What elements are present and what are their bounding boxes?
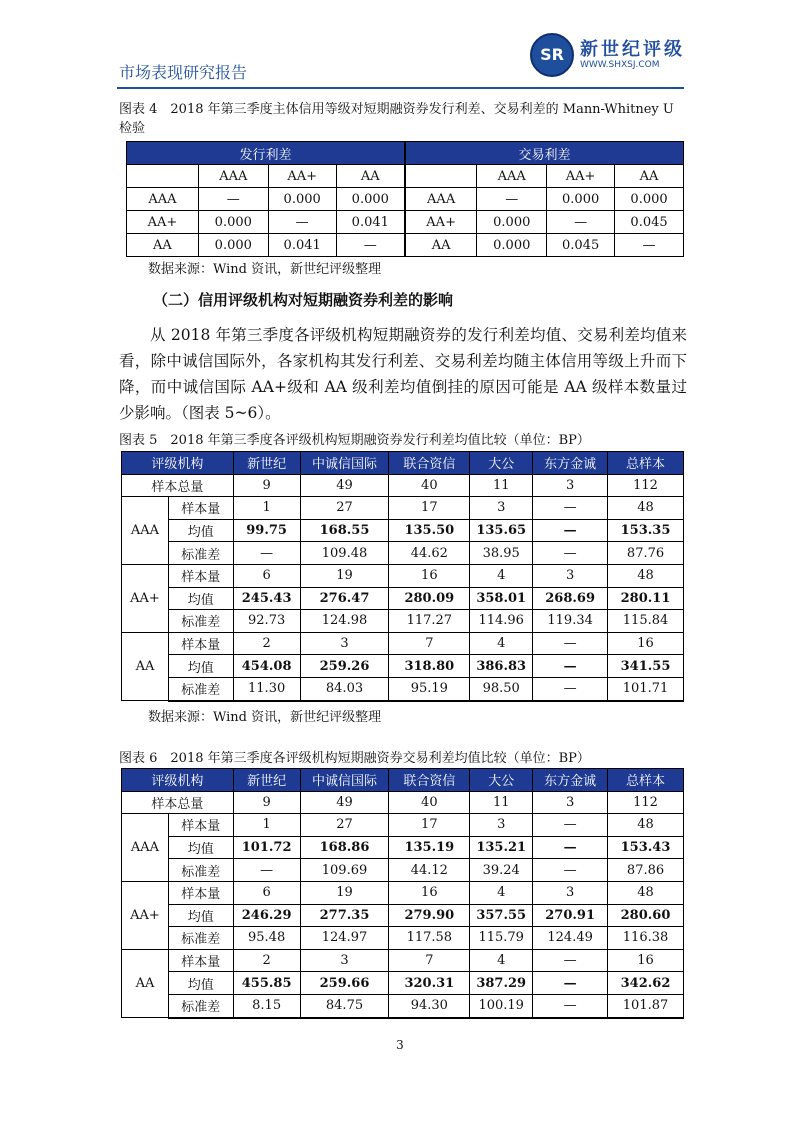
cell: 115.79 bbox=[470, 927, 533, 950]
cell: 4 bbox=[470, 949, 533, 972]
figure-6-caption: 图表 6 2018 年第三季度各评级机构短期融资券交易利差均值比较（单位：BP） bbox=[119, 751, 590, 766]
table-row bbox=[127, 188, 684, 211]
cell: — bbox=[533, 542, 608, 565]
metric-label: 标准差 bbox=[168, 994, 233, 1017]
cell: 9 bbox=[233, 791, 300, 814]
table-row bbox=[127, 234, 684, 257]
grade-label: AAA bbox=[122, 497, 169, 565]
metric-label: 样本量 bbox=[168, 632, 233, 655]
cell: 94.30 bbox=[389, 994, 470, 1017]
cell: 16 bbox=[389, 564, 470, 587]
col-header: 评级机构 bbox=[122, 769, 234, 792]
cell: — bbox=[533, 677, 608, 700]
metric-label: 标准差 bbox=[168, 927, 233, 950]
col-header: 东方金诚 bbox=[533, 769, 608, 792]
cell: 95.48 bbox=[233, 927, 300, 950]
logo-emblem bbox=[530, 33, 574, 77]
metric-label: 样本量 bbox=[168, 814, 233, 837]
cell: 268.69 bbox=[533, 587, 608, 610]
cell: — bbox=[233, 542, 300, 565]
table-row bbox=[122, 814, 684, 837]
cell: 100.19 bbox=[470, 994, 533, 1017]
metric-label: 标准差 bbox=[168, 610, 233, 633]
col-header: 大公 bbox=[470, 769, 533, 792]
page-number: 3 bbox=[396, 1038, 404, 1052]
cell: 320.31 bbox=[389, 972, 470, 995]
row-label: AA bbox=[127, 234, 199, 257]
figure-5-table bbox=[121, 451, 684, 702]
section-heading: （二）信用评级机构对短期融资券利差的影响 bbox=[153, 291, 454, 309]
cell: 1 bbox=[233, 497, 300, 520]
cell: — bbox=[533, 519, 608, 542]
cell: 135.21 bbox=[470, 836, 533, 859]
cell: 3 bbox=[470, 497, 533, 520]
cell: 27 bbox=[300, 497, 389, 520]
cell: — bbox=[533, 949, 608, 972]
logo-mark: SR bbox=[540, 45, 564, 64]
metric-label: 均值 bbox=[168, 836, 233, 859]
table-row bbox=[122, 542, 684, 565]
cell: 2 bbox=[233, 632, 300, 655]
table-row bbox=[122, 904, 684, 927]
cell: 357.55 bbox=[470, 904, 533, 927]
cell: 0.041 bbox=[336, 211, 405, 234]
table-row bbox=[122, 791, 684, 814]
cell: 168.86 bbox=[300, 836, 389, 859]
cell: 276.47 bbox=[300, 587, 389, 610]
cell: 27 bbox=[300, 814, 389, 837]
grade-label: AAA bbox=[122, 814, 169, 882]
metric-label: 标准差 bbox=[168, 542, 233, 565]
col-header: 东方金诚 bbox=[533, 452, 608, 475]
cell: 19 bbox=[300, 881, 389, 904]
cell: 259.66 bbox=[300, 972, 389, 995]
row-label: AA+ bbox=[405, 211, 477, 234]
cell: 6 bbox=[233, 564, 300, 587]
figure-4-source: 数据来源：Wind 资讯，新世纪评级整理 bbox=[148, 262, 382, 277]
cell: 92.73 bbox=[233, 610, 300, 633]
cell: 38.95 bbox=[470, 542, 533, 565]
col-header: AA bbox=[336, 165, 405, 188]
cell: 0.000 bbox=[477, 234, 547, 257]
cell: 455.85 bbox=[233, 972, 300, 995]
cell: 0.000 bbox=[268, 188, 336, 211]
cell: 3 bbox=[300, 632, 389, 655]
col-header: AA+ bbox=[268, 165, 336, 188]
table-row bbox=[122, 497, 684, 520]
col-header: AAA bbox=[477, 165, 547, 188]
figure-6-table bbox=[121, 768, 684, 1019]
column-header-row bbox=[127, 165, 684, 188]
table-header-row bbox=[122, 769, 684, 792]
col-header: 联合资信 bbox=[389, 452, 470, 475]
metric-label: 均值 bbox=[168, 904, 233, 927]
cell: 0.000 bbox=[198, 234, 268, 257]
table-row bbox=[122, 519, 684, 542]
table-row bbox=[122, 632, 684, 655]
cell: 40 bbox=[389, 474, 470, 497]
body-paragraph: 从 2018 年第三季度各评级机构短期融资券的发行利差均值、交易利差均值来看，除中诚信国际外，各家机构其发行利差、交易利差均随主体信用等级上升而下降，而中诚信国际 AA+级和 AA 级利差均值倒挂的原因可能是 AA 级样本数量过少影响。（图表 5~6）。 bbox=[119, 326, 687, 422]
cell: 0.000 bbox=[198, 211, 268, 234]
cell: 0.041 bbox=[268, 234, 336, 257]
cell: 19 bbox=[300, 564, 389, 587]
cell: — bbox=[268, 211, 336, 234]
cell: 44.62 bbox=[389, 542, 470, 565]
cell: 259.26 bbox=[300, 655, 389, 678]
cell: — bbox=[336, 234, 405, 257]
cell: — bbox=[615, 234, 684, 257]
table-row bbox=[122, 610, 684, 633]
cell: — bbox=[533, 655, 608, 678]
cell: — bbox=[533, 497, 608, 520]
cell: 99.75 bbox=[233, 519, 300, 542]
metric-label: 均值 bbox=[168, 587, 233, 610]
cell: 101.87 bbox=[608, 994, 684, 1017]
cell: 112 bbox=[608, 791, 684, 814]
cell: 16 bbox=[389, 881, 470, 904]
col-header: AA bbox=[615, 165, 684, 188]
report-title: 市场表现研究报告 bbox=[119, 63, 248, 82]
table-row bbox=[122, 564, 684, 587]
cell: 6 bbox=[233, 881, 300, 904]
cell: — bbox=[533, 859, 608, 882]
group-header-issue: 发行利差 bbox=[127, 142, 405, 165]
cell: 116.38 bbox=[608, 927, 684, 950]
cell: 4 bbox=[470, 881, 533, 904]
cell: 39.24 bbox=[470, 859, 533, 882]
cell: — bbox=[533, 994, 608, 1017]
col-header: 总样本 bbox=[608, 452, 684, 475]
cell: 119.34 bbox=[533, 610, 608, 633]
cell: 101.71 bbox=[608, 677, 684, 700]
cell: 0.000 bbox=[477, 211, 547, 234]
cell: 109.69 bbox=[300, 859, 389, 882]
metric-label: 均值 bbox=[168, 519, 233, 542]
cell: 84.03 bbox=[300, 677, 389, 700]
cell: 124.49 bbox=[533, 927, 608, 950]
cell: 0.000 bbox=[336, 188, 405, 211]
table-row bbox=[127, 211, 684, 234]
col-header: AA+ bbox=[547, 165, 615, 188]
table-row bbox=[122, 587, 684, 610]
cell: 280.09 bbox=[389, 587, 470, 610]
row-label: AA bbox=[405, 234, 477, 257]
cell: 454.08 bbox=[233, 655, 300, 678]
cell: 168.55 bbox=[300, 519, 389, 542]
table-row bbox=[122, 949, 684, 972]
cell: — bbox=[533, 814, 608, 837]
col-header: 总样本 bbox=[608, 769, 684, 792]
cell: 270.91 bbox=[533, 904, 608, 927]
cell: 98.50 bbox=[470, 677, 533, 700]
cell: 386.83 bbox=[470, 655, 533, 678]
cell: 8.15 bbox=[233, 994, 300, 1017]
cell: 124.97 bbox=[300, 927, 389, 950]
metric-label: 样本量 bbox=[168, 564, 233, 587]
cell: 11 bbox=[470, 474, 533, 497]
cell: 48 bbox=[608, 814, 684, 837]
cell: 358.01 bbox=[470, 587, 533, 610]
row-label: 样本总量 bbox=[122, 474, 234, 497]
cell: 48 bbox=[608, 497, 684, 520]
cell: 153.35 bbox=[608, 519, 684, 542]
cell: 114.96 bbox=[470, 610, 533, 633]
figure-4-caption: 图表 4 2018 年第三季度主体信用等级对短期融资券发行利差、交易利差的 Mann-Whitney U 检验 bbox=[119, 102, 674, 136]
cell: 3 bbox=[470, 814, 533, 837]
company-logo bbox=[530, 33, 690, 77]
metric-label: 标准差 bbox=[168, 677, 233, 700]
cell: 101.72 bbox=[233, 836, 300, 859]
cell: 17 bbox=[389, 497, 470, 520]
cell: — bbox=[533, 972, 608, 995]
cell: 3 bbox=[533, 881, 608, 904]
cell: 341.55 bbox=[608, 655, 684, 678]
cell: — bbox=[533, 632, 608, 655]
figure-5-source: 数据来源：Wind 资讯，新世纪评级整理 bbox=[148, 710, 382, 725]
metric-label: 均值 bbox=[168, 655, 233, 678]
cell: 11.30 bbox=[233, 677, 300, 700]
cell: 7 bbox=[389, 632, 470, 655]
table-row bbox=[122, 836, 684, 859]
table-header-row bbox=[127, 142, 684, 165]
cell: 387.29 bbox=[470, 972, 533, 995]
col-header: 评级机构 bbox=[122, 452, 234, 475]
col-header: AAA bbox=[198, 165, 268, 188]
cell: 4 bbox=[470, 632, 533, 655]
table-row bbox=[122, 474, 684, 497]
table-row bbox=[122, 655, 684, 678]
col-header: 联合资信 bbox=[389, 769, 470, 792]
cell: 17 bbox=[389, 814, 470, 837]
cell: 11 bbox=[470, 791, 533, 814]
cell: — bbox=[533, 836, 608, 859]
header-divider bbox=[117, 87, 684, 89]
col-header: 新世纪 bbox=[233, 769, 300, 792]
cell: 0.000 bbox=[547, 188, 615, 211]
cell: 0.045 bbox=[615, 211, 684, 234]
grade-label: AA bbox=[122, 949, 169, 1017]
cell: — bbox=[477, 188, 547, 211]
logo-url: WWW.SHXSJ.COM bbox=[580, 60, 660, 70]
cell: 153.43 bbox=[608, 836, 684, 859]
cell: 49 bbox=[300, 791, 389, 814]
metric-label: 样本量 bbox=[168, 497, 233, 520]
cell: 2 bbox=[233, 949, 300, 972]
cell: 3 bbox=[300, 949, 389, 972]
cell: 135.65 bbox=[470, 519, 533, 542]
col-header: 新世纪 bbox=[233, 452, 300, 475]
row-label: AAA bbox=[405, 188, 477, 211]
cell: 318.80 bbox=[389, 655, 470, 678]
grade-label: AA bbox=[122, 632, 169, 700]
cell: 342.62 bbox=[608, 972, 684, 995]
cell: 280.11 bbox=[608, 587, 684, 610]
figure-5-caption: 图表 5 2018 年第三季度各评级机构短期融资券发行利差均值比较（单位：BP） bbox=[119, 433, 590, 448]
col-header: 中诚信国际 bbox=[300, 452, 389, 475]
metric-label: 样本量 bbox=[168, 949, 233, 972]
metric-label: 标准差 bbox=[168, 859, 233, 882]
cell: 135.19 bbox=[389, 836, 470, 859]
cell: 95.19 bbox=[389, 677, 470, 700]
cell: 246.29 bbox=[233, 904, 300, 927]
cell: 135.50 bbox=[389, 519, 470, 542]
cell: 115.84 bbox=[608, 610, 684, 633]
table-row bbox=[122, 927, 684, 950]
cell: 117.27 bbox=[389, 610, 470, 633]
cell: 3 bbox=[533, 791, 608, 814]
cell: 3 bbox=[533, 474, 608, 497]
cell: 245.43 bbox=[233, 587, 300, 610]
cell: 44.12 bbox=[389, 859, 470, 882]
cell: 279.90 bbox=[389, 904, 470, 927]
cell: — bbox=[233, 859, 300, 882]
logo-name: 新世纪评级 bbox=[580, 39, 685, 60]
figure-4-table bbox=[126, 141, 684, 257]
cell: 16 bbox=[608, 632, 684, 655]
table-row bbox=[122, 994, 684, 1017]
cell: 48 bbox=[608, 881, 684, 904]
cell: 124.98 bbox=[300, 610, 389, 633]
group-header-trade: 交易利差 bbox=[405, 142, 684, 165]
cell: 277.35 bbox=[300, 904, 389, 927]
table-row bbox=[122, 881, 684, 904]
cell: 87.86 bbox=[608, 859, 684, 882]
cell: 3 bbox=[533, 564, 608, 587]
table-row bbox=[122, 677, 684, 700]
cell: 1 bbox=[233, 814, 300, 837]
metric-label: 样本量 bbox=[168, 881, 233, 904]
row-label: AAA bbox=[127, 188, 199, 211]
cell: 7 bbox=[389, 949, 470, 972]
cell: 0.000 bbox=[615, 188, 684, 211]
cell: 49 bbox=[300, 474, 389, 497]
cell: 4 bbox=[470, 564, 533, 587]
cell: 16 bbox=[608, 949, 684, 972]
cell: — bbox=[198, 188, 268, 211]
cell: 117.58 bbox=[389, 927, 470, 950]
metric-label: 均值 bbox=[168, 972, 233, 995]
cell: 84.75 bbox=[300, 994, 389, 1017]
table-row bbox=[122, 859, 684, 882]
table-row bbox=[122, 972, 684, 995]
cell: 0.045 bbox=[547, 234, 615, 257]
cell: 48 bbox=[608, 564, 684, 587]
cell: 9 bbox=[233, 474, 300, 497]
grade-label: AA+ bbox=[122, 564, 169, 632]
col-header: 大公 bbox=[470, 452, 533, 475]
grade-label: AA+ bbox=[122, 881, 169, 949]
row-label: 样本总量 bbox=[122, 791, 234, 814]
col-header: 中诚信国际 bbox=[300, 769, 389, 792]
row-label: AA+ bbox=[127, 211, 199, 234]
cell: 112 bbox=[608, 474, 684, 497]
cell: 40 bbox=[389, 791, 470, 814]
cell: 280.60 bbox=[608, 904, 684, 927]
cell: 109.48 bbox=[300, 542, 389, 565]
cell: — bbox=[547, 211, 615, 234]
table-header-row bbox=[122, 452, 684, 475]
cell: 87.76 bbox=[608, 542, 684, 565]
